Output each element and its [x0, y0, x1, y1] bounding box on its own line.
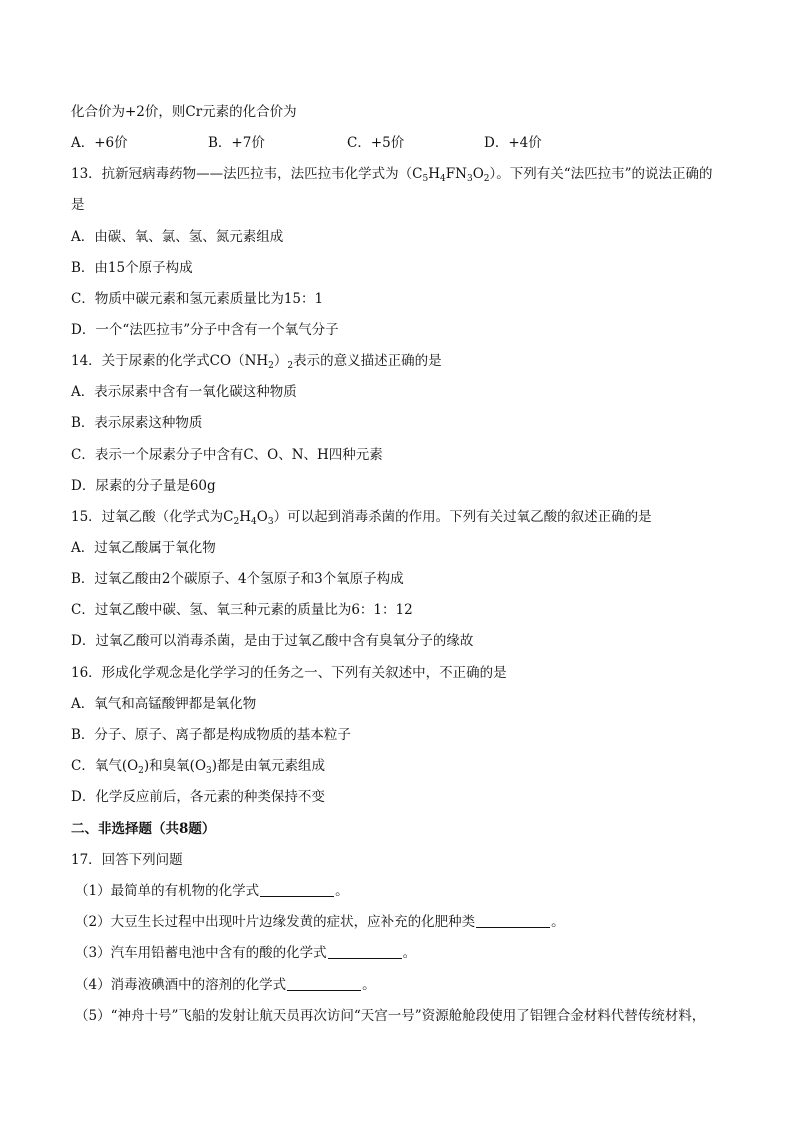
- q17-part-5: （5）“神舟十号”飞船的发射让航天员再次访问“天宫一号”资源舱舱段使用了铝锂合金材料代替传统材料，: [75, 1008, 706, 1024]
- q12-option-d: D．+4价: [484, 135, 542, 151]
- q13-option-a: A．由碳、氧、氯、氢、氮元素组成: [71, 229, 284, 245]
- q14-option-b: B．表示尿素这种物质: [71, 415, 203, 431]
- q16-option-a: A．氧气和高锰酸钾都是氧化物: [71, 696, 257, 712]
- q13-option-b: B．由15个原子构成: [71, 260, 193, 276]
- q14-option-d: D．尿素的分子量是60g: [71, 478, 216, 494]
- q13-stem-cont: 是: [71, 197, 85, 213]
- q17-part-4: （4）消毒液碘酒中的溶剂的化学式 。: [75, 977, 376, 993]
- section-heading: 二、非选择题（共8题）: [71, 821, 216, 837]
- q16-option-d: D．化学反应前后，各元素的种类保持不变: [71, 789, 325, 805]
- answer-blank-4[interactable]: [287, 976, 361, 991]
- q15-option-b: B．过氧乙酸由2个碳原子、4个氢原子和3个氧原子构成: [71, 571, 404, 587]
- answer-blank-2[interactable]: [476, 913, 550, 928]
- answer-blank-1[interactable]: [260, 882, 334, 897]
- q13-stem: 13．抗新冠病毒药物——法匹拉韦，法匹拉韦化学式为$(C_5H_4FN_3O_2)$。下列有关“法匹拉韦”的说法正确的: [71, 166, 713, 184]
- q14-option-c: C．表示一个尿素分子中含有C、O、N、H四种元素: [71, 447, 383, 463]
- q12-option-a: A．+6价: [71, 135, 128, 151]
- q12-stem-tail: 化合价为+2价，则Cr元素的化合价为: [71, 104, 297, 120]
- q14-stem: 14．关于尿素的化学式$CO(NH_2)_2$表示的意义描述正确的是: [71, 353, 442, 371]
- q15-option-d: D．过氧乙酸可以消毒杀菌，是由于过氧乙酸中含有臭氧分子的缘故: [71, 633, 474, 649]
- q17-part-3: （3）汽车用铅蓄电池中含有的酸的化学式 。: [75, 945, 417, 961]
- q16-option-c: C．氧气$(O_2)$和臭氧$(O_3)$都是由氧元素组成: [71, 758, 326, 776]
- q13-option-c: C．物质中碳元素和氢元素质量比为15：1: [71, 291, 324, 307]
- q15-option-a: A．过氧乙酸属于氧化物: [71, 540, 216, 556]
- answer-blank-3[interactable]: [328, 944, 402, 959]
- q16-stem: 16．形成化学观念是化学学习的任务之一、下列有关叙述中，不正确的是: [71, 665, 507, 681]
- q12-option-c: C．+5价: [347, 135, 405, 151]
- q16-option-b: B．分子、原子、离子都是构成物质的基本粒子: [71, 727, 351, 743]
- q15-stem: 15．过氧乙酸（化学式为$C_2H_4O_3$）可以起到消毒杀菌的作用。下列有关过氧乙酸的叙述正确的是: [71, 509, 652, 527]
- q14-option-a: A．表示尿素中含有一氧化碳这种物质: [71, 384, 297, 400]
- q17-part-2: （2）大豆生长过程中出现叶片边缘发黄的症状，应补充的化肥种类 。: [75, 914, 565, 930]
- q15-option-c: C．过氧乙酸中碳、氢、氧三种元素的质量比为6：1：12: [71, 602, 413, 618]
- q13-option-d: D．一个“法匹拉韦”分子中含有一个氧气分子: [71, 322, 339, 338]
- q17-part-1: （1）最简单的有机物的化学式 。: [75, 883, 349, 899]
- q17-stem: 17．回答下列问题: [71, 852, 183, 868]
- q12-option-b: B．+7价: [208, 135, 265, 151]
